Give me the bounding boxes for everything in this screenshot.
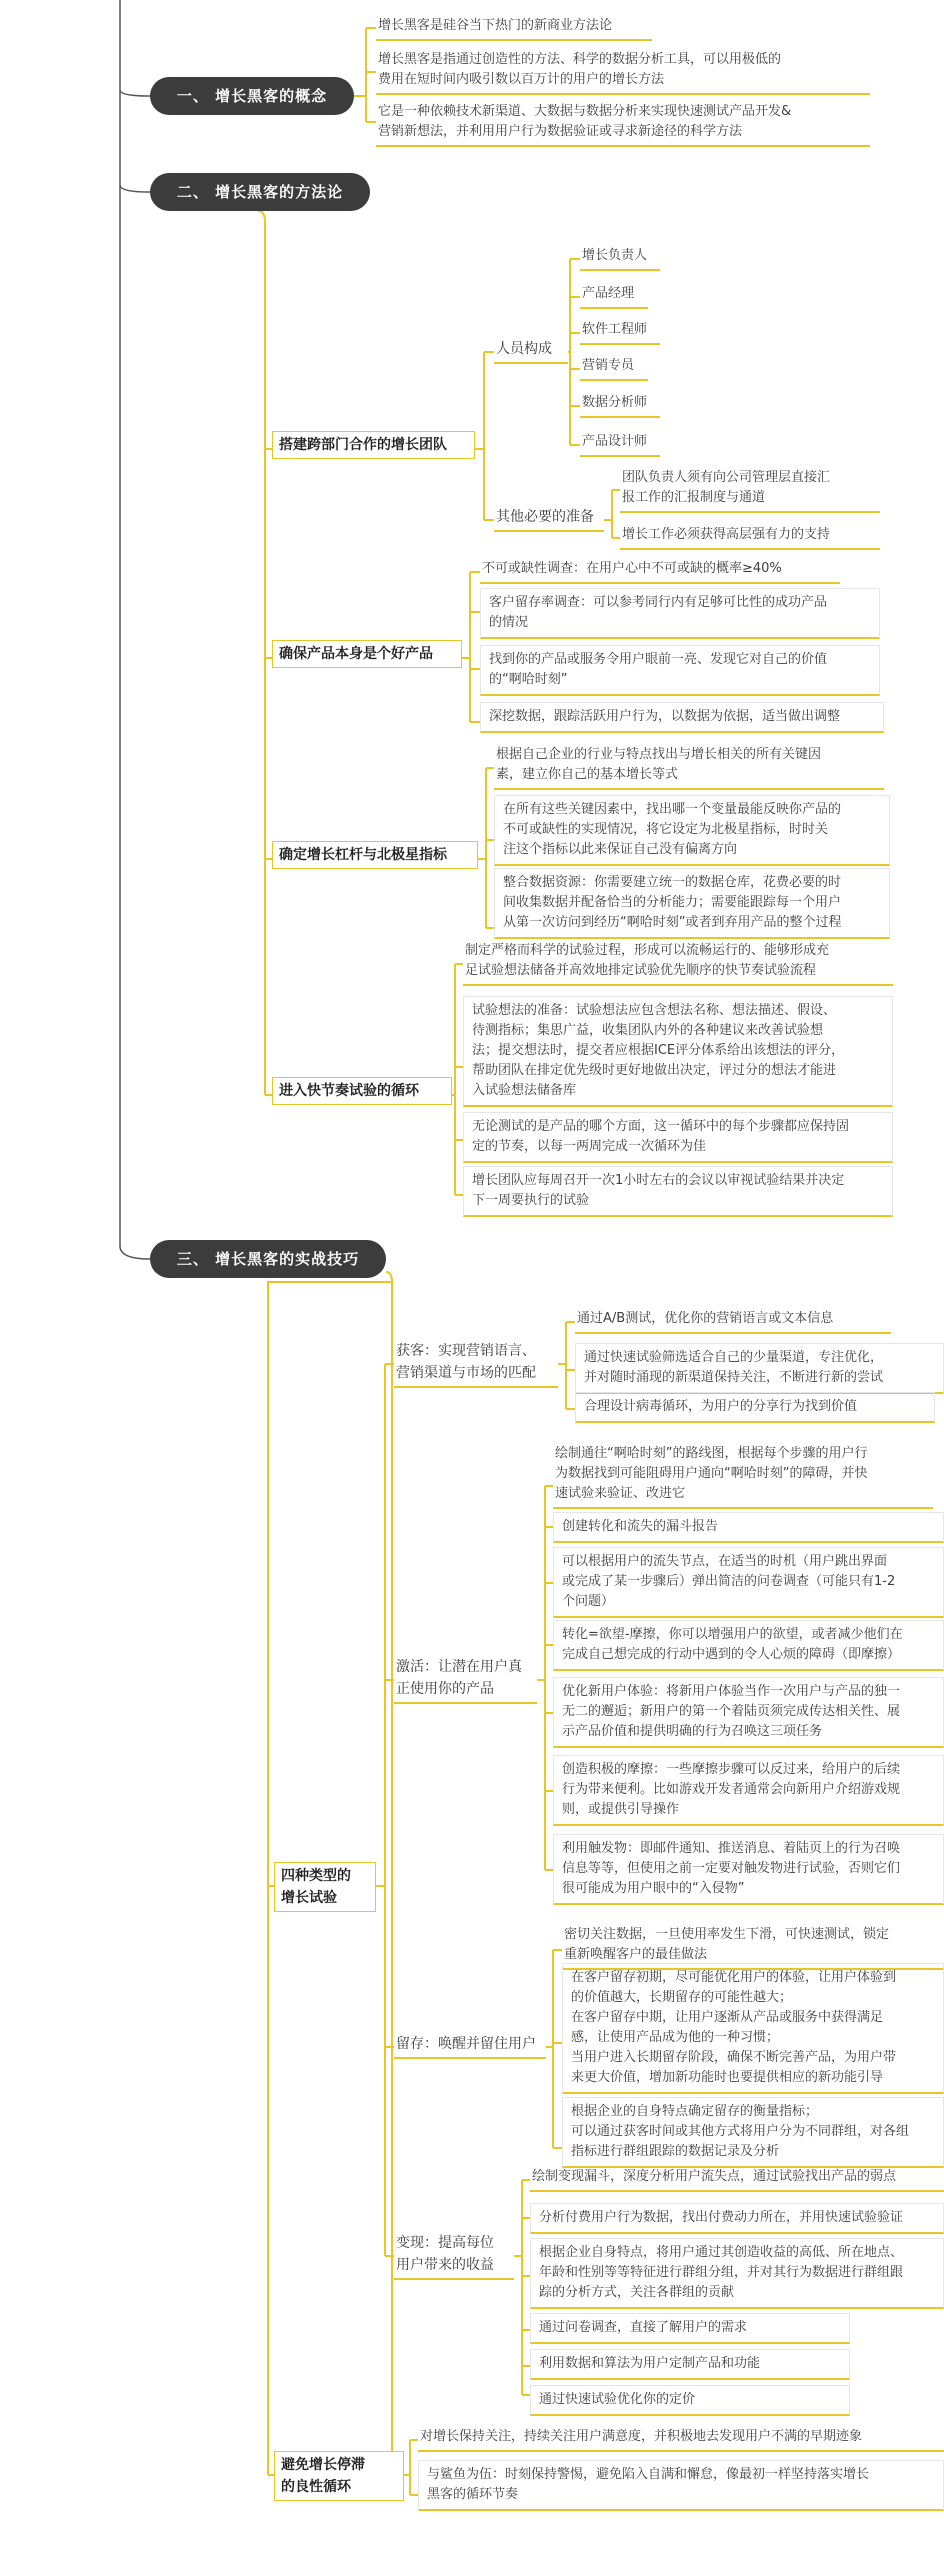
retain-item-1: 密切关注数据，一旦使用率发生下滑，可快速测试，锁定 重新唤醒客户的最佳做法 <box>562 1924 944 1970</box>
activate-item-4: 转化=欲望-摩擦，你可以增强用户的欲望，或者减少他们在 完成自己想完成的行动中遇到的令人心烦的障碍（即摩擦） <box>553 1620 944 1671</box>
retain-item-2: 在客户留存初期，尽可能优化用户的体验，让用户体验到 的价值越大，长期留存的可能性越大； 在客户留存中期，让用户逐渐从产品或服务中获得满足 感，让使用产品成为他的一种习惯； 当用户进入长期留存阶段，确保不断完善产品，为用户带 来更大价值，增加新功能时也要提供相应的新功能引导 <box>562 1963 944 2094</box>
team-member-6: 产品设计师 <box>580 431 660 457</box>
team-node: 搭建跨部门合作的增长团队 <box>272 431 475 459</box>
monetize-item-4: 通过问卷调查，直接了解用户的需求 <box>530 2313 850 2344</box>
acquire-item-3: 合理设计病毒循环，为用户的分享行为找到价值 <box>575 1392 935 1423</box>
lever-node: 确定增长杠杆与北极星指标 <box>272 841 478 869</box>
team-prep-1: 团队负责人须有向公司管理层直接汇 报工作的汇报制度与通道 <box>620 467 880 513</box>
cycle-item-1: 制定严格而科学的试验过程，形成可以流畅运行的、能够形成充 足试验想法储备并高效地排定试验优先顺序的快节奏试验流程 <box>463 940 893 986</box>
cycle-item-2: 试验想法的准备：试验想法应包含想法名称、想法描述、假设、 待测指标；集思广益，收集团队内外的各种建议来改善试验想 法；提交想法时，提交者应根据ICE评分体系给出该想法的评分， 帮助团队在排定优先级时更好地做出决定，评过分的想法才能进 入试验想法储备库 <box>463 996 893 1107</box>
section-1-title: 一、 增长黑客的概念 <box>150 77 354 115</box>
team-member-5: 数据分析师 <box>580 392 660 418</box>
team-member-1: 增长负责人 <box>580 245 660 271</box>
s1-item-2: 增长黑客是指通过创造性的方法、科学的数据分析工具，可以用极低的 费用在短时间内吸引数以百万计的用户的增长方法 <box>376 49 870 95</box>
lever-item-3: 整合数据资源：你需要建立统一的数据仓库，花费必要的时 间收集数据并配备恰当的分析能力；需要能跟踪每一个用户 从第一次访问到经历“啊哈时刻”或者到弃用产品的整个过程 <box>494 868 890 939</box>
activate-item-3: 可以根据用户的流失节点，在适当的时机（用户跳出界面 或完成了某一步骤后）弹出简洁的问卷调查（可能只有1-2 个问题） <box>553 1547 944 1618</box>
root-to-s1 <box>120 90 150 96</box>
team-members-label: 人员构成 <box>494 338 568 364</box>
team-member-3: 软件工程师 <box>580 319 660 345</box>
acquire-item-1: 通过A/B测试，优化你的营销语言或文本信息 <box>575 1308 891 1334</box>
activate-item-6: 创造积极的摩擦：一些摩擦步骤可以反过来，给用户的后续 行为带来便利。比如游戏开发者通常会向新用户介绍游戏规 则，或提供引导操作 <box>553 1755 944 1826</box>
team-member-2: 产品经理 <box>580 283 648 309</box>
product-node: 确保产品本身是个好产品 <box>272 640 462 668</box>
section-3-title: 三、 增长黑客的实战技巧 <box>150 1240 386 1278</box>
product-item-1: 不可或缺性调查：在用户心中不可或缺的概率≥40% <box>480 558 840 584</box>
root-to-s3 <box>120 1246 150 1259</box>
acquire-item-2: 通过快速试验筛选适合自己的少量渠道，专注优化， 并对随时涌现的新渠道保持关注，不断进行新的尝试 <box>575 1343 944 1394</box>
monetize-item-6: 通过快速试验优化你的定价 <box>530 2385 850 2416</box>
retain-item-3: 根据企业的自身特点确定留存的衡量指标； 可以通过获客时间或其他方式将用户分为不同群组，对各组 指标进行群组跟踪的数据记录及分析 <box>562 2097 944 2168</box>
stall-node: 避免增长停滞 的良性循环 <box>274 2451 404 2501</box>
lever-item-1: 根据自己企业的行业与特点找出与增长相关的所有关键因 素，建立你自己的基本增长等式 <box>494 744 884 790</box>
cycle-item-3: 无论测试的是产品的哪个方面，这一循环中的每个步骤都应保持固 定的节奏，以每一两周完成一次循环为佳 <box>463 1112 893 1163</box>
stall-item-2: 与鲨鱼为伍：时刻保持警惕，避免陷入自满和懈怠，像最初一样坚持落实增长 黑客的循环节奏 <box>418 2460 944 2511</box>
team-member-4: 营销专员 <box>580 355 648 381</box>
root-to-s2 <box>120 185 150 192</box>
s1-item-1: 增长黑客是硅谷当下热门的新商业方法论 <box>376 15 652 41</box>
product-item-3: 找到你的产品或服务令用户眼前一亮、发现它对自己的价值 的“啊哈时刻” <box>480 645 880 696</box>
cycle-item-4: 增长团队应每周召开一次1小时左右的会议以审视试验结果并决定 下一周要执行的试验 <box>463 1166 893 1217</box>
product-item-2: 客户留存率调查：可以参考同行内有足够可比性的成功产品 的情况 <box>480 588 880 639</box>
monetize-item-3: 根据企业自身特点，将用户通过其创造收益的高低、所在地点、 年龄和性别等等特征进行群组分组，并对其行为数据进行群组跟 踪的分析方式，关注各群组的贡献 <box>530 2238 944 2309</box>
lever-item-2: 在所有这些关键因素中，找出哪一个变量最能反映你产品的 不可或缺性的实现情况，将它设定为北极星指标，时时关 注这个指标以此来保证自己没有偏离方向 <box>494 795 890 866</box>
monetize-item-2: 分析付费用户行为数据，找出付费动力所在，并用快速试验验证 <box>530 2203 944 2234</box>
monetize-item-5: 利用数据和算法为用户定制产品和功能 <box>530 2349 850 2380</box>
s1-item-3: 它是一种依赖技术新渠道、大数据与数据分析来实现快速测试产品开发& 营销新想法，并利用用户行为数据验证或寻求新途径的科学方法 <box>376 101 870 147</box>
activate-item-5: 优化新用户体验：将新用户体验当作一次用户与产品的独一 无二的邂逅；新用户的第一个着陆页须完成传达相关性、展 示产品价值和提供明确的行为召唤这三项任务 <box>553 1677 944 1748</box>
monetize-label: 变现：提高每位 用户带来的收益 <box>394 2232 514 2280</box>
activate-item-7: 利用触发物：即邮件通知、推送消息、着陆页上的行为召唤 信息等等，但使用之前一定要对触发物进行试验，否则它们 很可能成为用户眼中的“入侵物” <box>553 1834 944 1905</box>
product-item-4: 深挖数据，跟踪活跃用户行为，以数据为依据，适当做出调整 <box>480 702 884 733</box>
team-prep-2: 增长工作必须获得高层强有力的支持 <box>620 524 880 550</box>
stall-item-1: 对增长保持关注，持续关注用户满意度，并积极地去发现用户不满的早期迹象 <box>418 2426 944 2452</box>
cycle-node: 进入快节奏试验的循环 <box>272 1077 452 1105</box>
monetize-item-1: 绘制变现漏斗，深度分析用户流失点，通过试验找出产品的弱点 <box>530 2166 944 2192</box>
activate-label: 激活：让潜在用户真 正使用你的产品 <box>394 1656 537 1704</box>
four-types-node: 四种类型的 增长试验 <box>274 1862 376 1912</box>
acquire-label: 获客：实现营销语言、 营销渠道与市场的匹配 <box>394 1340 558 1388</box>
section-2-title: 二、 增长黑客的方法论 <box>150 173 370 211</box>
retain-label: 留存：唤醒并留住用户 <box>394 2033 546 2059</box>
activate-item-1: 绘制通往“啊哈时刻”的路线图，根据每个步骤的用户行 为数据找到可能阻碍用户通向“啊哈时刻”的障碍，并快 速试验来验证、改进它 <box>553 1443 933 1509</box>
team-prep-label: 其他必要的准备 <box>494 506 604 532</box>
activate-item-2: 创建转化和流失的漏斗报告 <box>553 1512 944 1543</box>
